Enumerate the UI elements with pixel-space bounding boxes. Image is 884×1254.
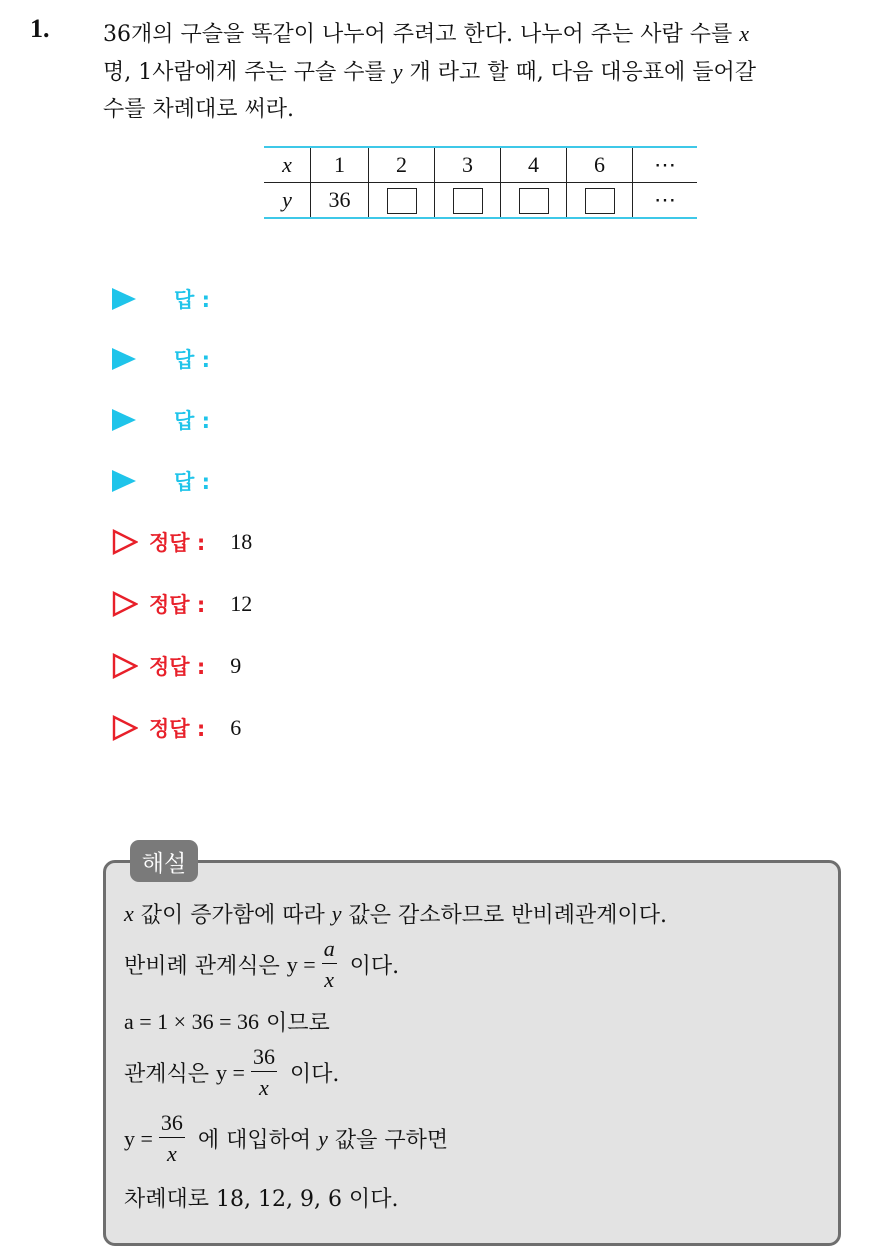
fraction-numerator: 36	[251, 1046, 277, 1072]
question-line-2-text: 명, 1사람에게 주는 구슬 수를	[103, 60, 393, 85]
question-text	[103, 15, 868, 128]
question-number: 1.	[30, 14, 50, 43]
fraction-numerator: 36	[159, 1112, 185, 1138]
explanation-text: 이다.	[342, 954, 400, 979]
table-cell: ⋯	[633, 183, 698, 219]
explanation-line-5	[124, 1112, 448, 1165]
answer-row	[112, 466, 210, 496]
equation-lhs: y =	[216, 1059, 245, 1085]
fraction-36-over-x	[159, 1112, 185, 1165]
correct-answer-row	[112, 588, 252, 620]
question-line-2-text-b: 개 라고 할 때, 다음 대응표에 들어갈	[402, 60, 756, 85]
correct-answer-value: 9	[230, 653, 242, 678]
table-row-x	[264, 147, 697, 183]
answer-blank-box	[585, 188, 615, 214]
table-cell: 4	[501, 147, 567, 183]
fraction-numerator: a	[322, 938, 337, 964]
fraction-36-over-x	[251, 1046, 277, 1099]
play-triangle-icon	[112, 470, 136, 492]
answer-blank-box	[453, 188, 483, 214]
question-line-3: 수를 차례대로 써라.	[103, 97, 294, 122]
table-cell: 2	[369, 147, 435, 183]
correct-label: 정답 :	[149, 531, 206, 555]
correct-answer-row	[112, 712, 241, 744]
table-cell: 3	[435, 147, 501, 183]
explanation-line-3	[124, 1006, 330, 1037]
blank-cell	[369, 183, 435, 219]
play-triangle-icon	[112, 288, 136, 310]
variable-x: x	[124, 900, 134, 926]
table-cell: 6	[567, 147, 633, 183]
outline-triangle-icon	[112, 529, 138, 555]
answer-row	[112, 284, 210, 314]
correct-answer-value: 6	[230, 715, 242, 740]
equation-lhs: y =	[124, 1125, 153, 1151]
answer-blank-box	[519, 188, 549, 214]
question-line-1-text: 36개의 구슬을 똑같이 나누어 주려고 한다. 나누어 주는 사람 수를	[103, 22, 740, 47]
explanation-text: 관계식은	[124, 1062, 217, 1087]
play-triangle-icon	[112, 409, 136, 431]
correspondence-table	[264, 146, 697, 219]
explanation-line-2	[124, 938, 399, 991]
correct-answer-row	[112, 526, 252, 558]
answer-label: 답 :	[174, 288, 210, 312]
explanation-text: 에 대입하여	[190, 1128, 319, 1153]
blank-cell	[501, 183, 567, 219]
table-cell: 1	[311, 147, 369, 183]
answer-row	[112, 344, 210, 374]
explanation-text: 값을 구하면	[327, 1128, 449, 1153]
outline-triangle-icon	[112, 591, 138, 617]
variable-y: y	[331, 900, 342, 926]
variable-y: y	[318, 1125, 328, 1151]
outline-triangle-icon	[112, 715, 138, 741]
table-row-y	[264, 183, 697, 219]
explanation-text: 반비례 관계식은	[124, 954, 287, 979]
correct-label: 정답 :	[149, 593, 206, 617]
fraction-denominator: x	[259, 1075, 269, 1100]
correct-answer-row	[112, 650, 241, 682]
explanation-text: 값은 감소하므로 반비례관계이다.	[341, 903, 668, 928]
explanation-line-1	[124, 898, 667, 929]
explanation-title: 해설	[130, 840, 198, 882]
fraction-denominator: x	[324, 967, 335, 992]
answer-label: 답 :	[174, 470, 210, 494]
play-triangle-icon	[112, 348, 136, 370]
answer-label: 답 :	[174, 348, 210, 372]
answer-label: 답 :	[174, 409, 210, 433]
correct-label: 정답 :	[149, 717, 206, 741]
table-header-y: y	[282, 187, 292, 212]
correct-answer-value: 12	[230, 591, 253, 616]
correct-label: 정답 :	[149, 655, 206, 679]
explanation-text: 이므로	[259, 1011, 330, 1036]
table-header-x: x	[264, 147, 311, 183]
explanation-line-4	[124, 1046, 339, 1099]
fraction-denominator: x	[167, 1141, 177, 1166]
table-cell: 36	[311, 183, 369, 219]
explanation-text: 값이 증가함에 따라	[133, 903, 332, 928]
blank-cell	[567, 183, 633, 219]
explanation-line-6: 차례대로 18, 12, 9, 6 이다.	[124, 1187, 399, 1212]
answer-blank-box	[387, 188, 417, 214]
variable-y: y	[392, 59, 403, 84]
question-line-2	[103, 53, 868, 91]
equation-lhs: y =	[286, 951, 316, 977]
answer-row	[112, 405, 210, 435]
equation: a = 1 × 36 = 36	[124, 1008, 259, 1034]
variable-x: x	[739, 21, 749, 46]
table-cell: ⋯	[633, 147, 698, 183]
explanation-text: 이다.	[282, 1062, 340, 1087]
question-line-1	[103, 15, 868, 53]
fraction-a-over-x	[322, 938, 337, 991]
blank-cell	[435, 183, 501, 219]
correct-answer-value: 18	[230, 529, 253, 554]
outline-triangle-icon	[112, 653, 138, 679]
